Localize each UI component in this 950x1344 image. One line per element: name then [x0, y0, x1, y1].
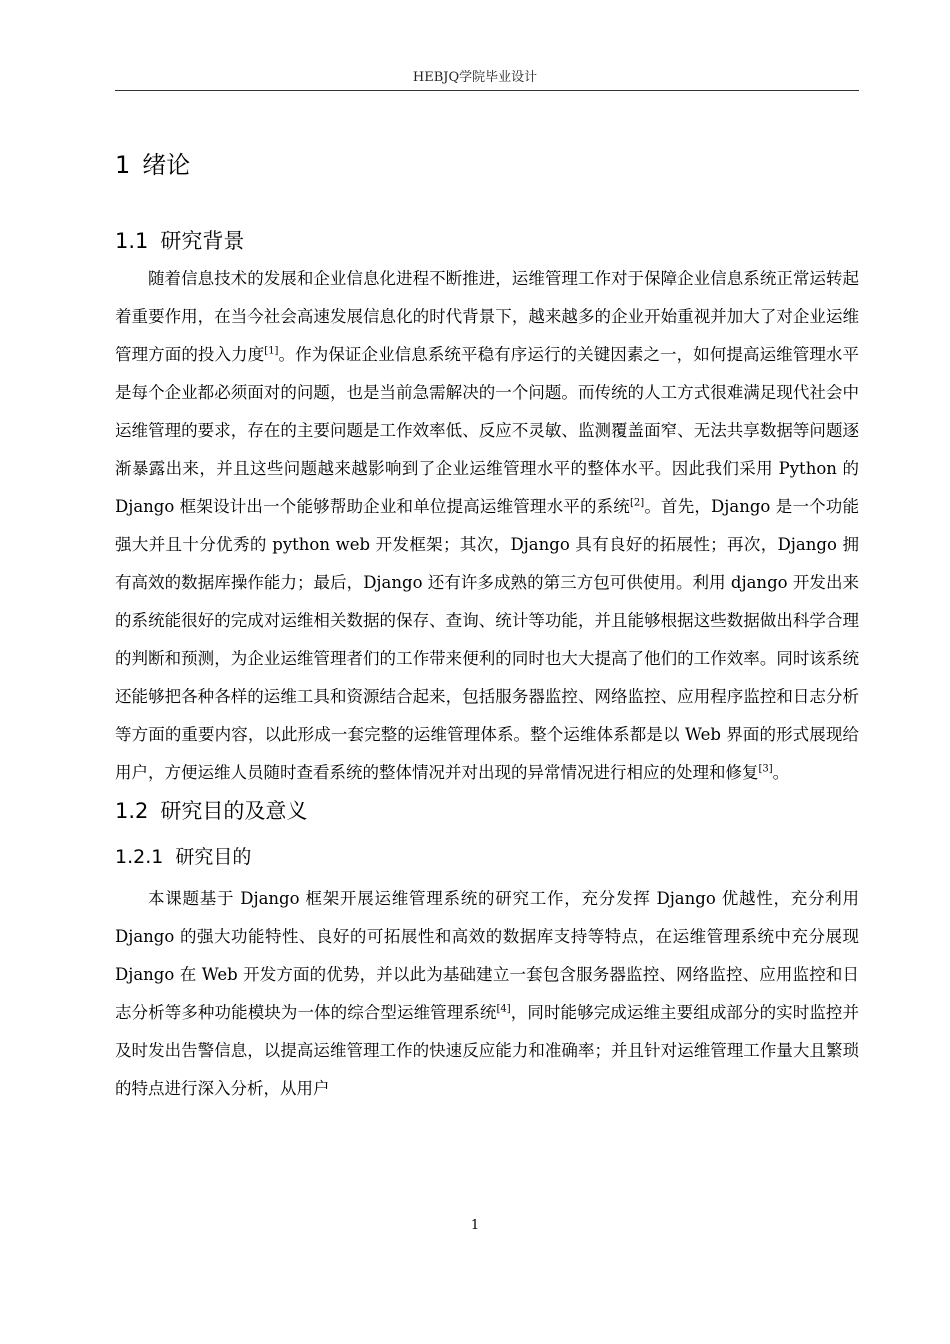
paragraph-text: 。首先，Django 是一个功能强大并且十分优秀的 python web 开发框架；其次，Django 具有良好的拓展性；再次，Django 拥有高效的数据库操作能力；最后，Django 还有许多成熟的第三方包可供使用。利用 django 开发出来的系统能很好的完成对运维相关数据的保存、查询、统计等功能，并且能够根据这些数据做出科学合理的判断和预测，为企业运维管理者们的工作带来便利的同时也大大提高了他们的工作效率。同时该系统还能够把各种各样的运维工具和资源结合起来，包括服务器监控、网络监控、应用程序监控和日志分析等方面的重要内容，以此形成一套完整的运维管理体系。整个运维体系都是以 Web 界面的形式展现给用户，方便运维人员随时查看系统的整体情况并对出现的异常情况进行相应的处理和修复 [115, 497, 859, 782]
paragraph-text: 本课题基于 Django 框架开展运维管理系统的研究工作，充分发挥 Django 优越性，充分利用 Django 的强大功能特性、良好的可拓展性和高效的数据库支持等特点，在运维管理系统中充分展现 Django 在 Web 开发方面的优势，并以此为基础建立一套包含服务器监控、网络监控、应用监控和日志分析等多种功能模块为一体的综合型运维管理系统 [115, 889, 859, 1022]
page-content [115, 140, 859, 1108]
paragraph-text: ，同时能够完成运维主要组成部分的实时监控并及时发出告警信息，以提高运维管理工作的快速反应能力和准确率；并且针对运维管理工作量大且繁琐的特点进行深入分析，从用户 [115, 1003, 860, 1098]
subsection-number: 1.2.1 [115, 846, 164, 868]
page-header: HEBJQ学院毕业设计 [412, 70, 538, 85]
subsection-heading-1-2-1 [115, 838, 859, 876]
paragraph-purpose [115, 880, 859, 1108]
paragraph-text: 。 [772, 763, 790, 782]
citation-ref: [3] [758, 763, 773, 775]
section-heading-1-1 [115, 222, 859, 260]
paragraph-text: 随着信息技术的发展和企业信息化进程不断推进，运维管理工作对于保障企业信息系统正常运转起着重要作用，在当今社会高速发展信息化的时代背景下，越来越多的企业开始重视并加大了对企业运维管理方面的投入力度 [115, 269, 859, 364]
header-divider [115, 90, 859, 91]
chapter-title: 绪论 [142, 151, 191, 179]
chapter-heading [115, 150, 859, 180]
subsection-title: 研究目的 [175, 846, 252, 868]
section-title: 研究目的及意义 [160, 799, 308, 823]
section-number: 1.2 [115, 799, 149, 823]
citation-ref: [1] [264, 345, 279, 357]
section-number: 1.1 [115, 229, 149, 253]
page-number: 1 [470, 1218, 480, 1233]
citation-ref: [2] [630, 497, 645, 509]
section-title: 研究背景 [160, 229, 245, 253]
chapter-number: 1 [115, 151, 131, 179]
paragraph-text: 。作为保证企业信息系统平稳有序运行的关键因素之一，如何提高运维管理水平是每个企业都必须面对的问题，也是当前急需解决的一个问题。而传统的人工方式很难满足现代社会中运维管理的要求，存在的主要问题是工作效率低、反应不灵敏、监测覆盖面窄、无法共享数据等问题逐渐暴露出来，并且这些问题越来越影响到了企业运维管理水平的整体水平。因此我们采用 Python 的 Django 框架设计出一个能够帮助企业和单位提高运维管理水平的系统 [115, 345, 860, 516]
paragraph-background [115, 260, 859, 792]
citation-ref: [4] [496, 1003, 511, 1015]
section-heading-1-2 [115, 792, 859, 830]
